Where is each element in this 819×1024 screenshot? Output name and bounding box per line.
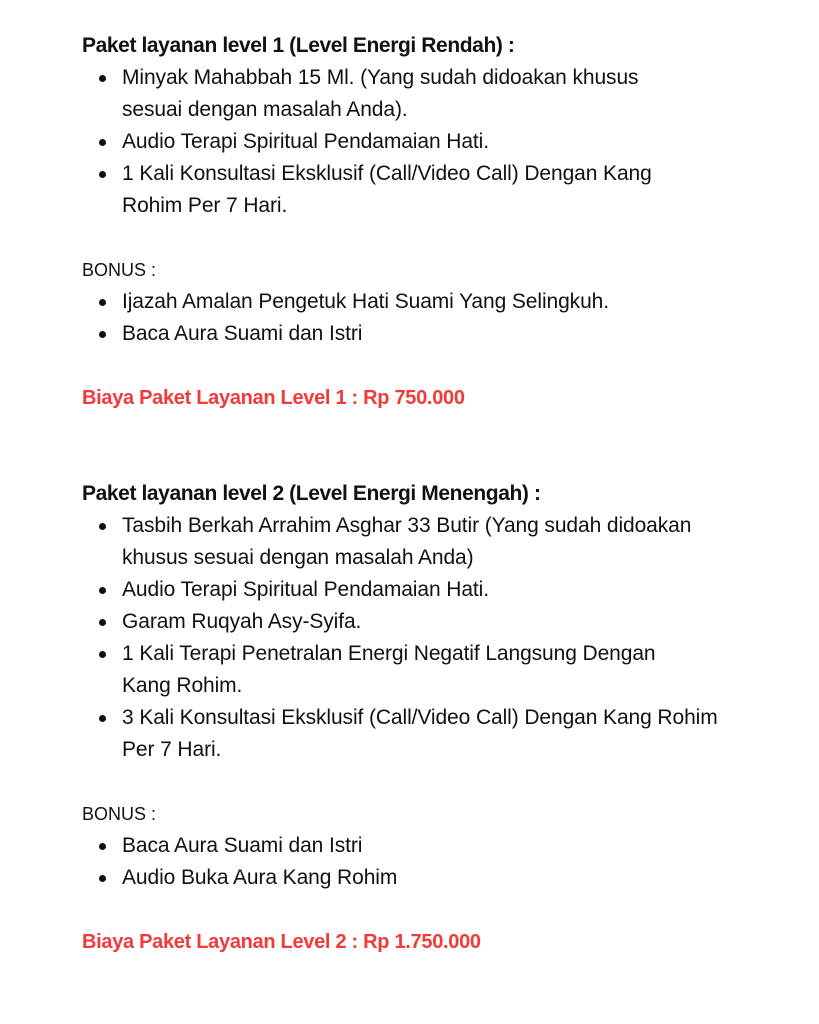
- package-title: Paket layanan level 1 (Level Energi Rendah) :: [82, 34, 515, 57]
- list-item: Audio Terapi Spiritual Pendamaian Hati.: [122, 126, 782, 158]
- list-item: Garam Ruqyah Asy-Syifa.: [122, 606, 782, 638]
- bullet-icon: [99, 875, 106, 882]
- list-item: Minyak Mahabbah 15 Ml. (Yang sudah didoakan khusus sesuai dengan masalah Anda).: [122, 62, 682, 126]
- package-price: Biaya Paket Layanan Level 1 : Rp 750.000: [82, 387, 465, 409]
- list-item: 1 Kali Terapi Penetralan Energi Negatif Langsung Dengan Kang Rohim.: [122, 638, 692, 702]
- list-item: 1 Kali Konsultasi Eksklusif (Call/Video Call) Dengan Kang Rohim Per 7 Hari.: [122, 158, 702, 222]
- bullet-icon: [99, 171, 106, 178]
- bullet-icon: [99, 75, 106, 82]
- list-item: Ijazah Amalan Pengetuk Hati Suami Yang Selingkuh.: [122, 286, 782, 318]
- package-price: Biaya Paket Layanan Level 2 : Rp 1.750.000: [82, 931, 481, 953]
- bullet-icon: [99, 299, 106, 306]
- bullet-icon: [99, 331, 106, 338]
- package-items-list: [82, 62, 782, 222]
- bonus-label: BONUS :: [82, 804, 157, 824]
- bonus-label: BONUS :: [82, 260, 157, 280]
- package-level-2: [82, 478, 782, 958]
- package-title: Paket layanan level 2 (Level Energi Menengah) :: [82, 482, 541, 505]
- list-item: Baca Aura Suami dan Istri: [122, 830, 782, 862]
- list-item: Baca Aura Suami dan Istri: [122, 318, 782, 350]
- bullet-icon: [99, 651, 106, 658]
- package-items-list: [82, 510, 782, 766]
- list-item: Tasbih Berkah Arrahim Asghar 33 Butir (Yang sudah didoakan khusus sesuai dengan masalah Anda): [122, 510, 732, 574]
- package-level-1: [82, 30, 782, 414]
- document-body: [82, 30, 782, 958]
- list-item: 3 Kali Konsultasi Eksklusif (Call/Video Call) Dengan Kang Rohim Per 7 Hari.: [122, 702, 722, 766]
- bullet-icon: [99, 619, 106, 626]
- list-item: Audio Buka Aura Kang Rohim: [122, 862, 782, 894]
- bullet-icon: [99, 523, 106, 530]
- list-item: Audio Terapi Spiritual Pendamaian Hati.: [122, 574, 782, 606]
- bullet-icon: [99, 715, 106, 722]
- bonus-items-list: [82, 830, 782, 894]
- bullet-icon: [99, 587, 106, 594]
- bonus-items-list: [82, 286, 782, 350]
- bullet-icon: [99, 139, 106, 146]
- bullet-icon: [99, 843, 106, 850]
